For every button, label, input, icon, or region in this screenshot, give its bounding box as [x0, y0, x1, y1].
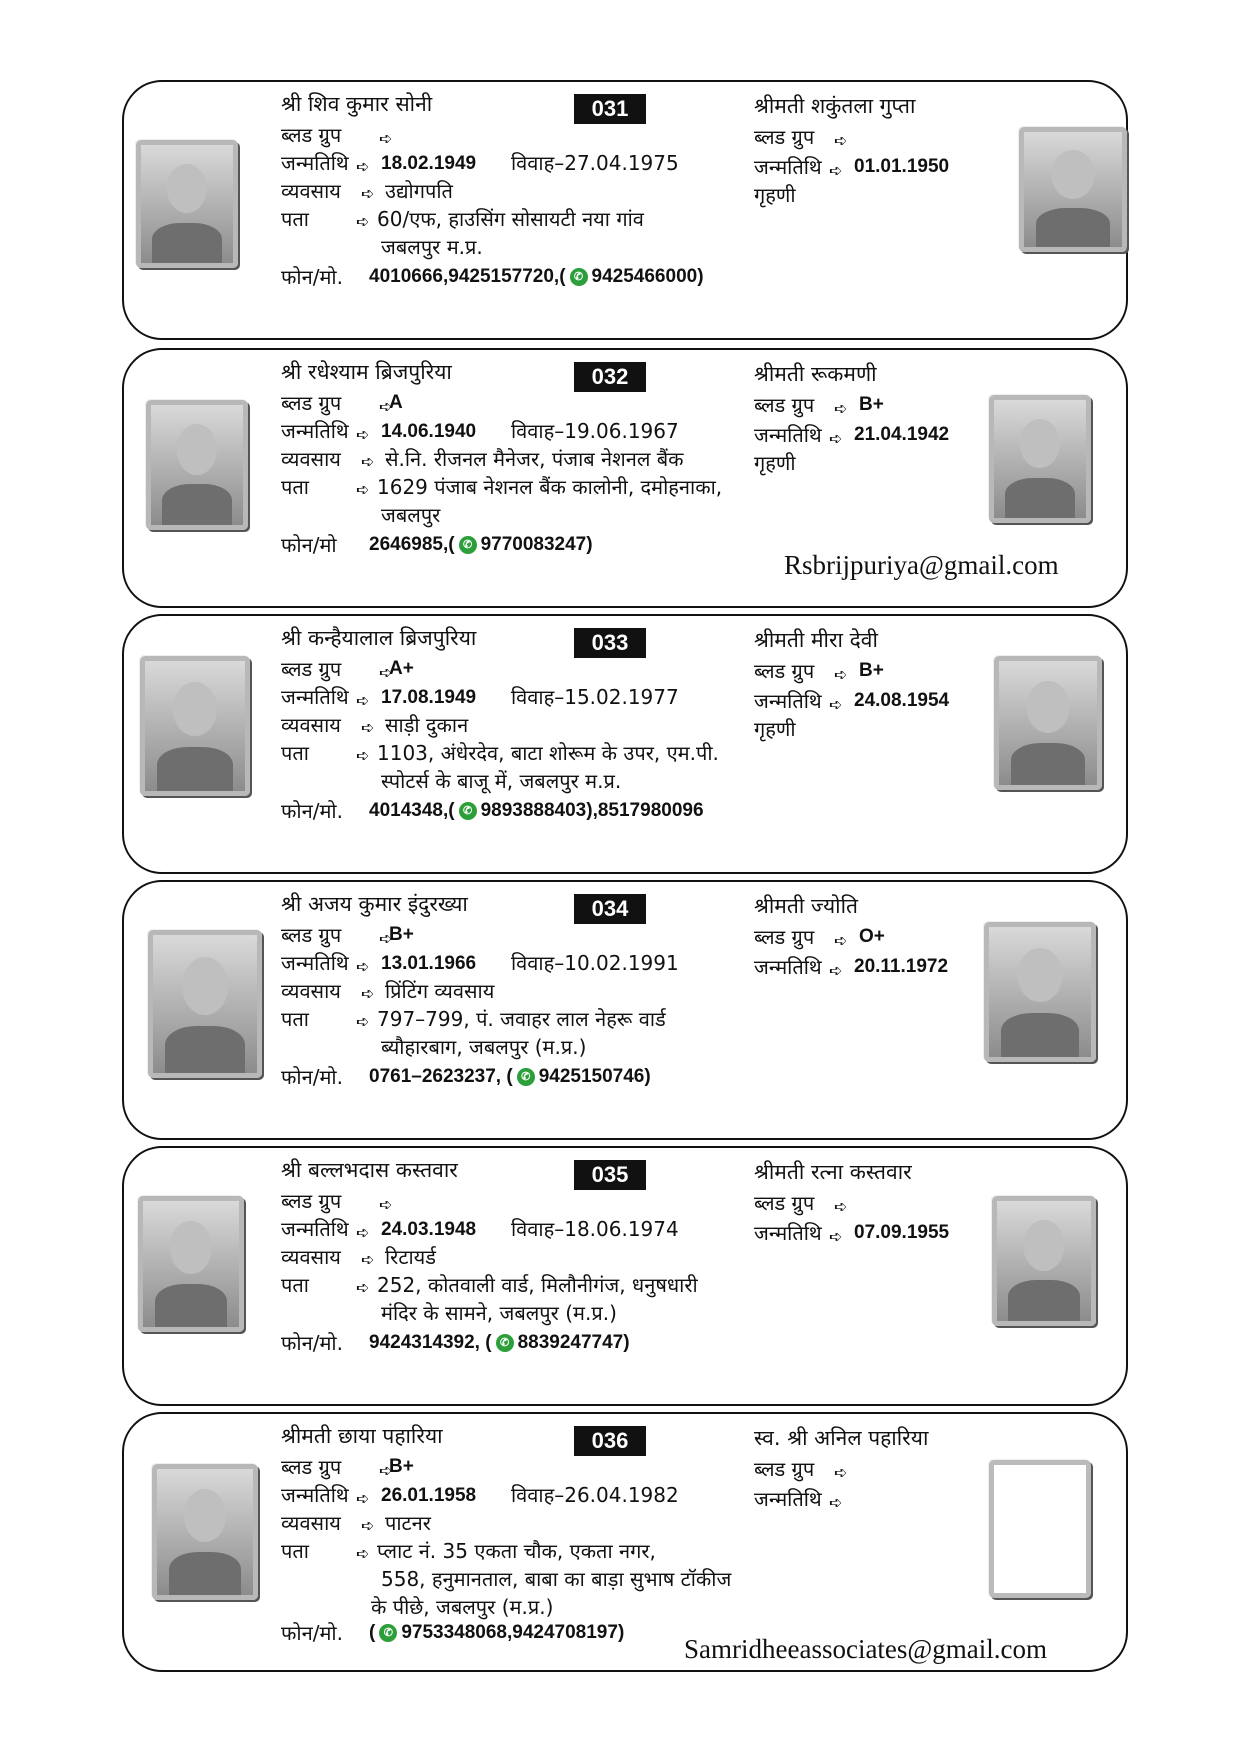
husband-name: श्री शिव कुमार सोनी [281, 92, 433, 116]
arrow-icon: ➪ [834, 931, 848, 950]
address-label: पता [281, 1273, 309, 1297]
phone-numbers [369, 1620, 624, 1646]
torso-shape [1008, 1280, 1079, 1321]
marriage-date: विवाह–18.06.1974 [511, 1217, 679, 1241]
occupation-label: व्यवसाय [281, 1511, 341, 1535]
entry-number: 034 [574, 894, 646, 924]
arrow-icon: ➪ [361, 718, 375, 737]
whatsapp-number: 9425150746 [538, 1066, 645, 1087]
husband-photo [136, 140, 238, 268]
phone-numbers [369, 798, 704, 824]
arrow-icon: ➪ [361, 984, 375, 1003]
husband-name: श्री अजय कुमार इंदुरख्या [281, 892, 468, 916]
husband-photo [140, 656, 250, 796]
phone-label: फोन/मो. [281, 265, 343, 289]
husband-dob: 17.08.1949 [381, 687, 477, 708]
arrow-icon: ➪ [361, 1516, 375, 1535]
wife-name: श्रीमती रूकमणी [754, 362, 877, 386]
phone-prefix: 4014348,( [369, 800, 455, 821]
wife-dob-label: जन्मतिथि [754, 1487, 822, 1511]
face-shape [170, 1221, 212, 1274]
whatsapp-icon: ✆ [496, 1334, 514, 1352]
husband-photo [148, 930, 262, 1078]
arrow-icon: ➪ [834, 665, 848, 684]
wife-name: श्रीमती मीरा देवी [754, 628, 878, 652]
wife-occupation: गृहणी [754, 717, 796, 741]
torso-shape [1011, 743, 1085, 785]
blood-label: ब्लड ग्रुप [281, 391, 342, 415]
wife-dob-label: जन्मतिथि [754, 423, 822, 447]
face-shape [1020, 419, 1060, 469]
arrow-icon: ➪ [379, 397, 393, 416]
entry-number: 033 [574, 628, 646, 658]
phone-suffix: ),8517980096 [586, 800, 704, 821]
whatsapp-number: 9753348068,9424708197 [401, 1622, 618, 1643]
husband-dob: 14.06.1940 [381, 421, 477, 442]
arrow-icon: ➪ [356, 1278, 370, 1297]
address-line-1: 1103, अंधेरदेव, बाटा शोरूम के उपर, एम.पी. [377, 741, 719, 765]
entry-number: 035 [574, 1160, 646, 1190]
wife-dob: 21.04.1942 [854, 424, 950, 445]
arrow-icon: ➪ [361, 184, 375, 203]
arrow-icon: ➪ [379, 663, 393, 682]
arrow-icon: ➪ [829, 1227, 843, 1246]
husband-dob: 13.01.1966 [381, 953, 477, 974]
address-line-1: 252, कोतवाली वार्ड, मिलौनीगंज, धनुषधारी [377, 1273, 698, 1297]
whatsapp-number: 8839247747 [517, 1332, 624, 1353]
address-label: पता [281, 475, 309, 499]
torso-shape [169, 1552, 242, 1595]
wife-dob: 01.01.1950 [854, 156, 950, 177]
email-address[interactable]: Rsbrijpuriya@gmail.com [784, 550, 1059, 580]
member-card [122, 614, 1128, 874]
arrow-icon: ➪ [356, 1223, 370, 1242]
arrow-icon: ➪ [829, 961, 843, 980]
address-label: पता [281, 741, 309, 765]
face-shape [1026, 681, 1069, 733]
husband-occupation: रिटायर्ड [385, 1245, 436, 1269]
whatsapp-icon: ✆ [459, 802, 477, 820]
phone-prefix: ( [369, 1622, 376, 1643]
husband-blood: A [389, 392, 403, 413]
torso-shape [155, 1284, 228, 1327]
phone-suffix: ) [623, 1332, 630, 1353]
arrow-icon: ➪ [356, 1012, 370, 1031]
member-card [122, 880, 1128, 1140]
marriage-date: विवाह–27.04.1975 [511, 151, 679, 175]
blood-label: ब्लड ग्रुप [281, 123, 342, 147]
marriage-date: विवाह–26.04.1982 [511, 1483, 679, 1507]
face-shape [1018, 948, 1063, 1003]
arrow-icon: ➪ [379, 929, 393, 948]
dob-label: जन्मतिथि [281, 951, 349, 975]
husband-name: श्री कन्हैयालाल ब्रिजपुरिया [281, 626, 477, 650]
wife-blood-label: ब्लड ग्रुप [754, 1457, 815, 1481]
husband-photo [138, 1196, 244, 1332]
husband-occupation: उद्योगपति [385, 179, 453, 203]
member-card [122, 80, 1128, 340]
wife-blood-label: ब्लड ग्रुप [754, 125, 815, 149]
wife-dob: 07.09.1955 [854, 1222, 950, 1243]
wife-blood-label: ब्लड ग्रुप [754, 925, 815, 949]
wife-name: स्व. श्री अनिल पहारिया [754, 1426, 929, 1450]
husband-name: श्री बल्लभदास कस्तवार [281, 1158, 458, 1182]
phone-numbers [369, 1330, 630, 1356]
face-shape [1051, 150, 1094, 198]
torso-shape [1005, 478, 1075, 518]
phone-suffix: ) [644, 1066, 651, 1087]
husband-occupation: साड़ी दुकान [385, 713, 469, 737]
torso-shape [152, 223, 222, 263]
wife-occupation: गृहणी [754, 183, 796, 207]
face-shape [1023, 1220, 1064, 1270]
phone-suffix: ) [586, 534, 593, 555]
husband-name: श्री रधेश्याम ब्रिजपुरिया [281, 360, 452, 384]
wife-photo [994, 656, 1102, 790]
wife-blood-label: ब्लड ग्रुप [754, 1191, 815, 1215]
face-shape [184, 1489, 226, 1542]
blood-label: ब्लड ग्रुप [281, 657, 342, 681]
whatsapp-icon: ✆ [379, 1624, 397, 1642]
address-line-1: 797–799, पं. जवाहर लाल नेहरू वार्ड [377, 1007, 666, 1031]
dob-label: जन्मतिथि [281, 419, 349, 443]
blood-label: ब्लड ग्रुप [281, 923, 342, 947]
wife-photo [989, 1460, 1091, 1598]
husband-occupation: प्रिंटिंग व्यवसाय [385, 979, 495, 1003]
phone-prefix: 0761–2623237, ( [369, 1066, 513, 1087]
occupation-label: व्यवसाय [281, 179, 341, 203]
address-label: पता [281, 207, 309, 231]
member-card [122, 1146, 1128, 1406]
member-card [122, 348, 1128, 608]
torso-shape [1001, 1013, 1079, 1057]
face-shape [182, 957, 228, 1015]
arrow-icon: ➪ [829, 429, 843, 448]
phone-label: फोन/मो. [281, 1621, 343, 1645]
wife-name: श्रीमती रत्ना कस्तवार [754, 1160, 912, 1184]
occupation-label: व्यवसाय [281, 713, 341, 737]
occupation-label: व्यवसाय [281, 979, 341, 1003]
phone-label: फोन/मो. [281, 1065, 343, 1089]
wife-blood: B+ [859, 394, 884, 415]
wife-blood: O+ [859, 926, 885, 947]
arrow-icon: ➪ [834, 131, 848, 150]
phone-numbers [369, 1064, 651, 1090]
address-line-3: के पीछे, जबलपुर (म.प्र.) [371, 1595, 554, 1619]
face-shape [173, 682, 217, 737]
whatsapp-icon: ✆ [459, 536, 477, 554]
arrow-icon: ➪ [379, 129, 393, 148]
whatsapp-number: 9425466000 [591, 266, 698, 287]
phone-prefix: 9424314392, ( [369, 1332, 492, 1353]
member-card [122, 1412, 1128, 1672]
arrow-icon: ➪ [356, 212, 370, 231]
arrow-icon: ➪ [361, 452, 375, 471]
torso-shape [1036, 208, 1110, 247]
arrow-icon: ➪ [834, 1197, 848, 1216]
phone-prefix: 2646985,( [369, 534, 455, 555]
wife-blood-label: ब्लड ग्रुप [754, 659, 815, 683]
occupation-label: व्यवसाय [281, 447, 341, 471]
arrow-icon: ➪ [356, 1544, 370, 1563]
phone-prefix: 4010666,9425157720,( [369, 266, 566, 287]
blood-label: ब्लड ग्रुप [281, 1189, 342, 1213]
marriage-date: विवाह–10.02.1991 [511, 951, 679, 975]
phone-numbers [369, 264, 704, 290]
wife-dob: 20.11.1972 [854, 956, 949, 977]
phone-label: फोन/मो [281, 533, 337, 557]
arrow-icon: ➪ [356, 480, 370, 499]
entry-number: 032 [574, 362, 646, 392]
husband-blood: B+ [389, 1456, 414, 1477]
address-line-2: मंदिर के सामने, जबलपुर (म.प्र.) [381, 1301, 617, 1325]
arrow-icon: ➪ [361, 1250, 375, 1269]
entry-number: 036 [574, 1426, 646, 1456]
address-line-2: ब्यौहारबाग, जबलपुर (म.प्र.) [381, 1035, 587, 1059]
address-line-1: प्लाट नं. 35 एकता चौक, एकता नगर, [377, 1539, 656, 1563]
wife-dob: 24.08.1954 [854, 690, 950, 711]
address-label: पता [281, 1539, 309, 1563]
dob-label: जन्मतिथि [281, 1483, 349, 1507]
husband-dob: 26.01.1958 [381, 1485, 477, 1506]
marriage-date: विवाह–19.06.1967 [511, 419, 679, 443]
face-shape [177, 424, 217, 474]
husband-blood: B+ [389, 924, 414, 945]
wife-photo [992, 1196, 1096, 1326]
address-line-1: 1629 पंजाब नेशनल बैंक कालोनी, दमोहनाका, [377, 475, 723, 499]
wife-blood: B+ [859, 660, 884, 681]
face-shape [167, 164, 207, 214]
wife-photo [1019, 127, 1127, 252]
husband-dob: 18.02.1949 [381, 153, 477, 174]
address-label: पता [281, 1007, 309, 1031]
arrow-icon: ➪ [834, 399, 848, 418]
wife-dob-label: जन्मतिथि [754, 955, 822, 979]
blood-label: ब्लड ग्रुप [281, 1455, 342, 1479]
dob-label: जन्मतिथि [281, 151, 349, 175]
whatsapp-icon: ✆ [517, 1068, 535, 1086]
phone-label: फोन/मो. [281, 1331, 343, 1355]
wife-dob-label: जन्मतिथि [754, 155, 822, 179]
torso-shape [165, 1026, 244, 1073]
arrow-icon: ➪ [356, 1489, 370, 1508]
husband-photo [146, 400, 248, 530]
husband-occupation: से.नि. रीजनल मैनेजर, पंजाब नेशनल बैंक [385, 447, 684, 471]
wife-occupation: गृहणी [754, 451, 796, 475]
email-address[interactable]: Samridheeassociates@gmail.com [684, 1634, 1048, 1664]
wife-name: श्रीमती ज्योति [754, 894, 858, 918]
arrow-icon: ➪ [356, 957, 370, 976]
whatsapp-number: 9893888403 [480, 800, 587, 821]
phone-suffix: ) [697, 266, 704, 287]
address-line-2: जबलपुर [381, 503, 441, 527]
torso-shape [162, 484, 232, 525]
husband-dob: 24.03.1948 [381, 1219, 477, 1240]
wife-dob-label: जन्मतिथि [754, 1221, 822, 1245]
address-line-2: 558, हनुमानताल, बाबा का बाड़ा सुभाष टॉकीज [381, 1567, 732, 1591]
husband-occupation: पाटनर [385, 1511, 431, 1535]
whatsapp-number: 9770083247 [480, 534, 587, 555]
husband-photo [152, 1464, 258, 1600]
arrow-icon: ➪ [829, 161, 843, 180]
phone-numbers [369, 532, 593, 558]
arrow-icon: ➪ [356, 691, 370, 710]
arrow-icon: ➪ [379, 1195, 393, 1214]
arrow-icon: ➪ [379, 1461, 393, 1480]
phone-suffix: ) [617, 1622, 625, 1643]
dob-label: जन्मतिथि [281, 1217, 349, 1241]
phone-label: फोन/मो. [281, 799, 343, 823]
address-line-1: 60/एफ, हाउसिंग सोसायटी नया गांव [377, 207, 644, 231]
arrow-icon: ➪ [356, 425, 370, 444]
arrow-icon: ➪ [356, 157, 370, 176]
wife-photo [989, 395, 1091, 523]
occupation-label: व्यवसाय [281, 1245, 341, 1269]
address-line-2: जबलपुर म.प्र. [381, 235, 483, 259]
arrow-icon: ➪ [829, 1493, 843, 1512]
torso-shape [157, 747, 233, 791]
arrow-icon: ➪ [834, 1463, 848, 1482]
wife-name: श्रीमती शकुंतला गुप्ता [754, 94, 916, 118]
husband-blood: A+ [389, 658, 414, 679]
address-line-2: स्पोटर्स के बाजू में, जबलपुर म.प्र. [381, 769, 622, 793]
whatsapp-icon: ✆ [570, 268, 588, 286]
arrow-icon: ➪ [829, 695, 843, 714]
marriage-date: विवाह–15.02.1977 [511, 685, 679, 709]
dob-label: जन्मतिथि [281, 685, 349, 709]
wife-photo [984, 922, 1096, 1062]
arrow-icon: ➪ [356, 746, 370, 765]
entry-number: 031 [574, 94, 646, 124]
wife-dob-label: जन्मतिथि [754, 689, 822, 713]
husband-name: श्रीमती छाया पहारिया [281, 1424, 443, 1448]
wife-blood-label: ब्लड ग्रुप [754, 393, 815, 417]
